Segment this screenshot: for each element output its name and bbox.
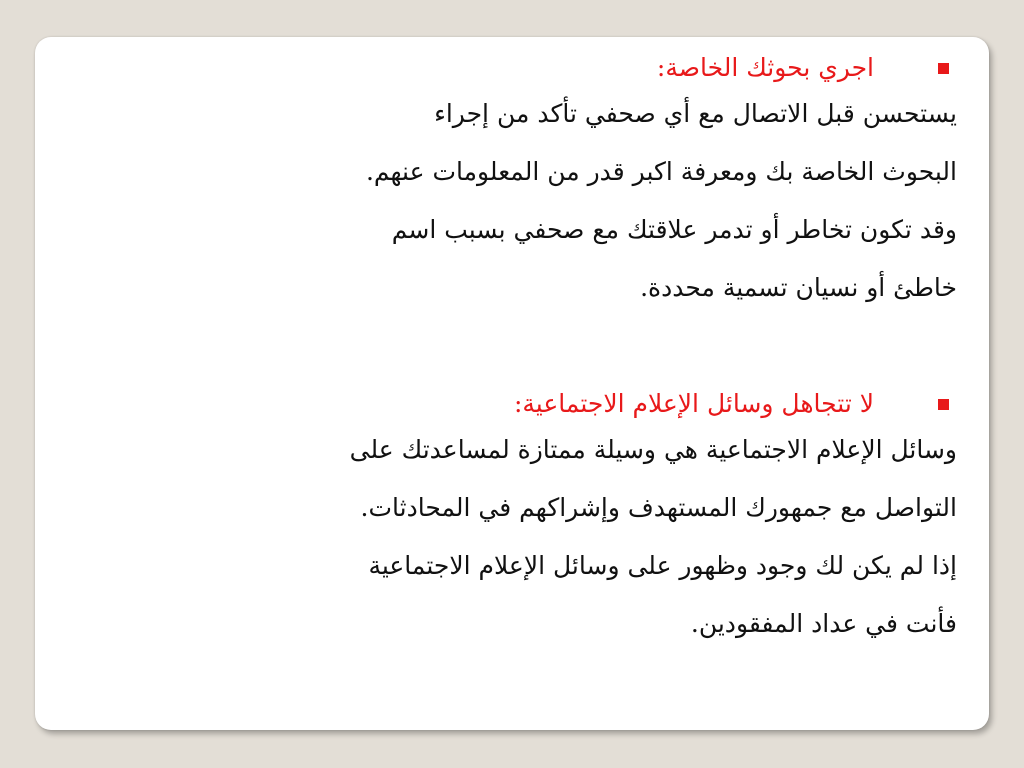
paragraph-line: البحوث الخاصة بك ومعرفة اكبر قدر من المعلومات عنهم. bbox=[365, 157, 957, 186]
section-own-research bbox=[95, 51, 957, 317]
paragraph-line: خاطئ أو نسيان تسمية محددة. bbox=[640, 273, 957, 302]
square-bullet-icon bbox=[938, 399, 949, 410]
paragraph-line: إذا لم يكن لك وجود وظهور على وسائل الإعلام الاجتماعية bbox=[368, 551, 957, 580]
section-paragraph bbox=[95, 421, 957, 653]
section-heading: اجري بحوثك الخاصة: bbox=[656, 53, 874, 82]
section-heading: لا تتجاهل وسائل الإعلام الاجتماعية: bbox=[513, 389, 874, 418]
section-heading-row bbox=[95, 387, 957, 421]
paragraph-line: وسائل الإعلام الاجتماعية هي وسيلة ممتازة لمساعدتك على bbox=[349, 435, 957, 464]
square-bullet-icon bbox=[938, 63, 949, 74]
paragraph-line: فأنت في عداد المفقودين. bbox=[690, 609, 957, 638]
slide-card bbox=[35, 37, 989, 730]
section-heading-row bbox=[95, 51, 957, 85]
paragraph-line: التواصل مع جمهورك المستهدف وإشراكهم في المحادثات. bbox=[360, 493, 957, 522]
paragraph-line: يستحسن قبل الاتصال مع أي صحفي تأكد من إجراء bbox=[434, 99, 957, 128]
paragraph-line: وقد تكون تخاطر أو تدمر علاقتك مع صحفي بسبب اسم bbox=[391, 215, 957, 244]
section-paragraph bbox=[95, 85, 957, 317]
section-social-media bbox=[95, 387, 957, 653]
